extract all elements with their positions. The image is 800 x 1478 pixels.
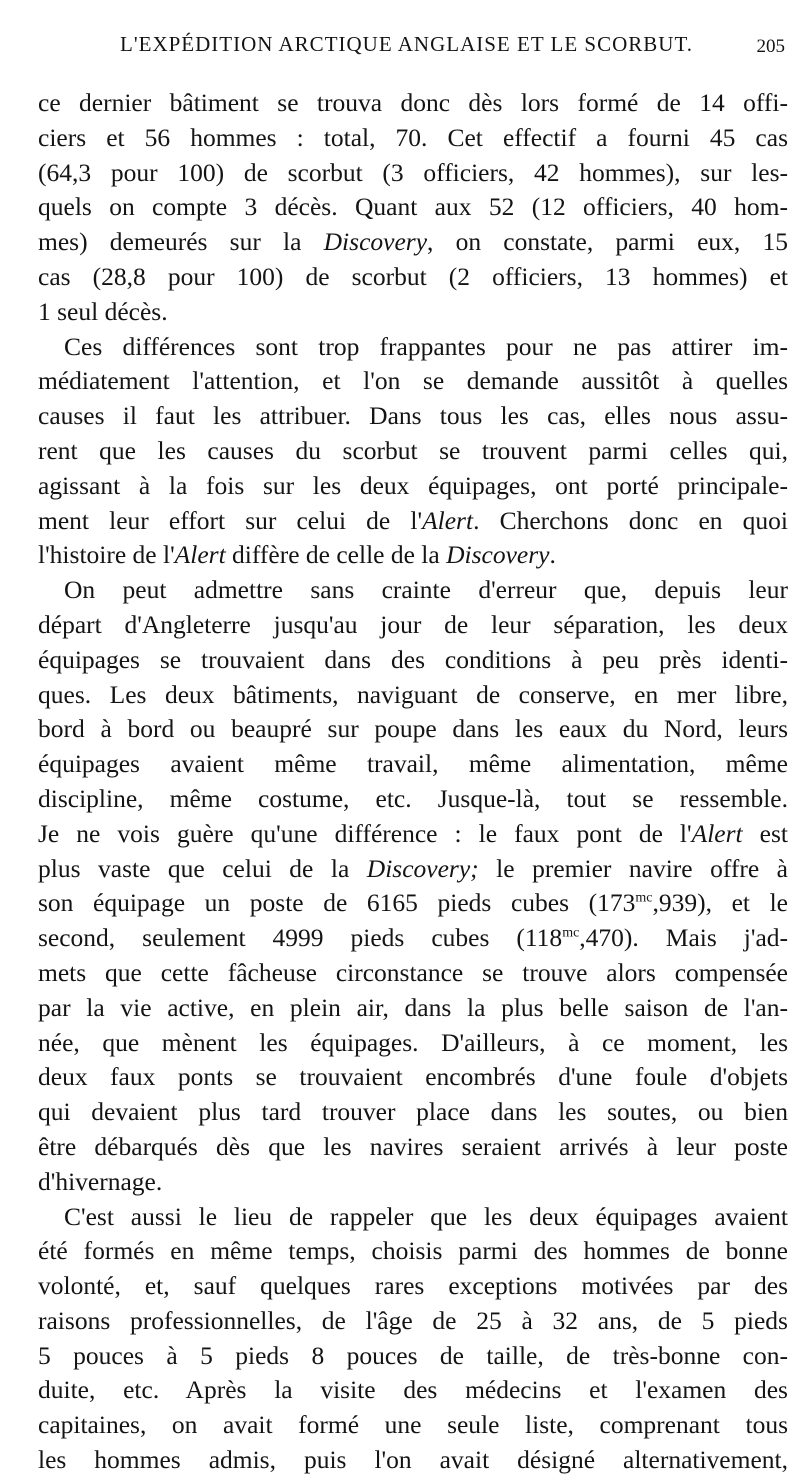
text-line bbox=[38, 1443, 788, 1478]
text-line bbox=[38, 1304, 788, 1339]
text-segment: départ d'Angleterre jusqu'au jour de leur séparation, les deux bbox=[38, 609, 788, 639]
text-segment: plus vaste que celui de la bbox=[38, 853, 367, 883]
text-line bbox=[38, 1373, 788, 1408]
text-line bbox=[38, 1165, 788, 1200]
text-segment: deux faux ponts se trouvaient encombrés d'une foule d'objets bbox=[38, 1062, 788, 1092]
text-line bbox=[38, 643, 788, 678]
italic-text: Alert bbox=[691, 818, 743, 848]
text-segment: Ces différences sont trop frappantes pour ne pas attirer im- bbox=[64, 331, 788, 361]
text-segment: ciers et 56 hommes : total, 70. Cet effectif a fourni 45 cas bbox=[38, 122, 788, 152]
text-line bbox=[38, 364, 788, 399]
text-line bbox=[38, 330, 788, 365]
text-line bbox=[38, 991, 788, 1026]
text-line bbox=[38, 886, 788, 921]
text-segment: son équipage un poste de 6165 pieds cubes (173 bbox=[38, 888, 636, 918]
text-segment: rent que les causes du scorbut se trouvent parmi celles qui, bbox=[38, 435, 788, 465]
text-segment: ,470). Mais j'ad- bbox=[579, 923, 788, 953]
text-line bbox=[38, 852, 788, 887]
text-segment: est bbox=[742, 818, 788, 848]
text-line bbox=[38, 956, 788, 991]
text-line bbox=[38, 573, 788, 608]
text-line bbox=[38, 678, 788, 713]
text-segment: cas (28,8 pour 100) de scorbut (2 officiers, 13 hommes) et bbox=[38, 261, 788, 291]
text-segment: née, que mènent les équipages. D'ailleurs, à ce moment, les bbox=[38, 1027, 788, 1057]
text-line bbox=[38, 1408, 788, 1443]
text-segment: capitaines, on avait formé une seule liste, comprenant tous bbox=[38, 1410, 788, 1440]
text-line bbox=[38, 1339, 788, 1374]
text-line bbox=[38, 1234, 788, 1269]
text-line bbox=[38, 225, 788, 260]
text-line bbox=[38, 712, 788, 747]
text-segment: (64,3 pour 100) de scorbut (3 officiers, 42 hommes), sur les- bbox=[38, 157, 788, 187]
text-segment: qui devaient plus tard trouver place dans les soutes, ou bien bbox=[38, 1097, 788, 1127]
text-line bbox=[38, 921, 788, 956]
text-segment: Je ne vois guère qu'une différence : le faux pont de l' bbox=[38, 818, 692, 848]
superscript-text: mc bbox=[562, 925, 580, 941]
text-line bbox=[38, 1026, 788, 1061]
text-line bbox=[38, 1130, 788, 1165]
text-segment: être débarqués dès que les navires seraient arrivés à leur poste bbox=[38, 1131, 788, 1161]
italic-text: Discovery bbox=[446, 540, 550, 570]
text-line bbox=[38, 121, 788, 156]
text-segment: agissant à la fois sur les deux équipages, ont porté principale- bbox=[38, 470, 788, 500]
text-line bbox=[38, 190, 788, 225]
text-segment: 1 seul décès. bbox=[38, 296, 168, 326]
text-line bbox=[38, 399, 788, 434]
text-line bbox=[38, 747, 788, 782]
text-segment: équipages se trouvaient dans des conditions à peu près identi- bbox=[38, 644, 788, 674]
italic-text: Discovery; bbox=[366, 853, 479, 883]
text-segment: par la vie active, en plein air, dans la plus belle saison de l'an- bbox=[38, 992, 788, 1022]
text-segment: ,939), et le bbox=[652, 888, 788, 918]
text-line bbox=[38, 1095, 788, 1130]
text-segment: ment leur effort sur celui de l' bbox=[38, 505, 423, 535]
page-number: 205 bbox=[756, 36, 785, 57]
text-line bbox=[38, 434, 788, 469]
italic-text: Alert bbox=[422, 505, 474, 535]
text-segment: diffère de celle de la bbox=[225, 540, 447, 570]
text-segment: ques. Les deux bâtiments, naviguant de conserve, en mer libre, bbox=[38, 679, 788, 709]
italic-text: Discovery bbox=[323, 227, 428, 257]
text-line bbox=[38, 504, 788, 539]
text-line bbox=[38, 295, 788, 330]
text-segment: C'est aussi le lieu de rappeler que les deux équipages avaient bbox=[64, 1201, 788, 1231]
body-text bbox=[38, 86, 788, 1478]
text-line bbox=[38, 538, 788, 573]
text-segment: , on constate, parmi eux, 15 bbox=[427, 227, 788, 257]
text-line bbox=[38, 1269, 788, 1304]
text-segment: raisons professionnelles, de l'âge de 25 à 32 ans, de 5 pieds bbox=[38, 1305, 788, 1335]
text-segment: duite, etc. Après la visite des médecins et l'examen des bbox=[38, 1375, 788, 1405]
text-line bbox=[38, 782, 788, 817]
text-line bbox=[38, 1200, 788, 1235]
superscript-text: mc bbox=[635, 890, 653, 906]
text-segment: 5 pouces à 5 pieds 8 pouces de taille, de très-bonne con- bbox=[38, 1340, 788, 1370]
text-segment: le premier navire offre à bbox=[478, 853, 788, 883]
running-head: L'EXPÉDITION ARCTIQUE ANGLAISE ET LE SCORBUT. bbox=[120, 32, 693, 56]
text-segment: quels on compte 3 décès. Quant aux 52 (12 officiers, 40 hom- bbox=[38, 192, 788, 222]
text-segment: l'histoire de l' bbox=[38, 540, 175, 570]
text-segment: . Cherchons donc en quoi bbox=[473, 505, 788, 535]
text-segment: mets que cette fâcheuse circonstance se trouve alors compensée bbox=[38, 957, 788, 987]
page-header bbox=[40, 26, 785, 66]
text-segment: mes) demeurés sur la bbox=[38, 227, 324, 257]
text-line bbox=[38, 260, 788, 295]
text-segment: médiatement l'attention, et l'on se demande aussitôt à quelles bbox=[38, 366, 788, 396]
text-segment: d'hivernage. bbox=[38, 1166, 163, 1196]
text-line bbox=[38, 1060, 788, 1095]
text-segment: équipages avaient même travail, même alimentation, même bbox=[38, 749, 788, 779]
text-segment: discipline, même costume, etc. Jusque-là, tout se ressemble. bbox=[38, 783, 788, 813]
text-segment: second, seulement 4999 pieds cubes (118 bbox=[38, 923, 563, 953]
text-line bbox=[38, 608, 788, 643]
text-line bbox=[38, 817, 788, 852]
text-segment: ce dernier bâtiment se trouva donc dès lors formé de 14 offi- bbox=[38, 88, 788, 117]
text-segment: causes il faut les attribuer. Dans tous les cas, elles nous assu- bbox=[38, 401, 788, 431]
text-segment: On peut admettre sans crainte d'erreur que, depuis leur bbox=[64, 575, 788, 605]
text-segment: volonté, et, sauf quelques rares exceptions motivées par des bbox=[38, 1271, 788, 1301]
text-segment: . bbox=[549, 540, 556, 570]
italic-text: Alert bbox=[174, 540, 226, 570]
text-segment: été formés en même temps, choisis parmi des hommes de bonne bbox=[38, 1236, 788, 1266]
text-line bbox=[38, 86, 788, 121]
text-segment: les hommes admis, puis l'on avait désigné alternativement, bbox=[38, 1445, 788, 1475]
text-line bbox=[38, 156, 788, 191]
text-line bbox=[38, 469, 788, 504]
text-segment: bord à bord ou beaupré sur poupe dans les eaux du Nord, leurs bbox=[38, 714, 788, 744]
